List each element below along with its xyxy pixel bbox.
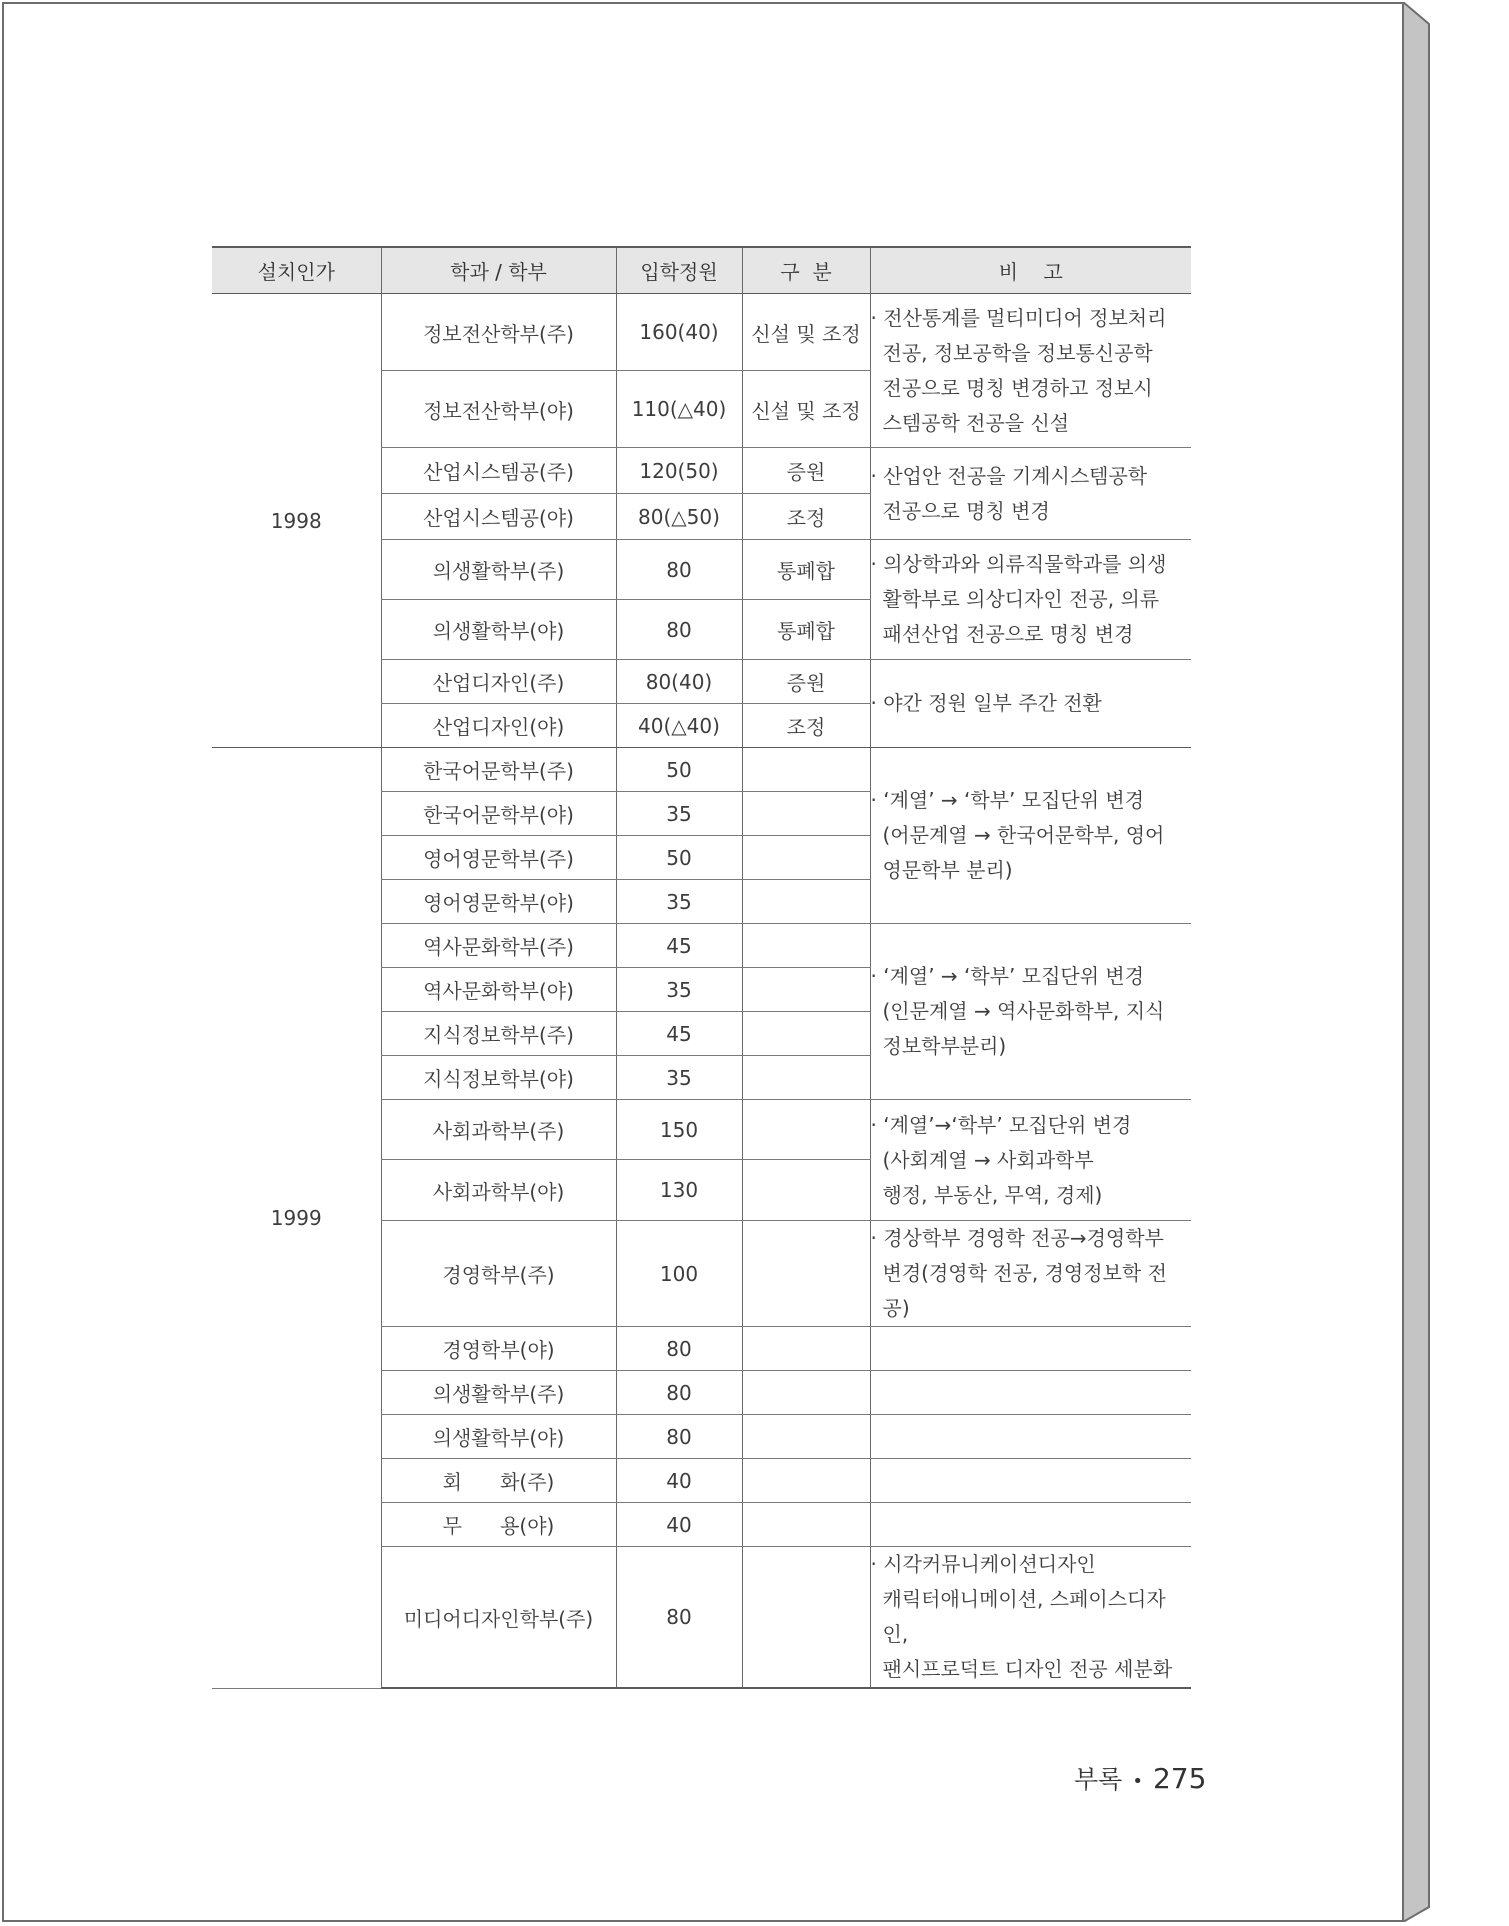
quota-cell: 40: [616, 1459, 742, 1503]
dept-cell: 한국어문학부(야): [381, 792, 616, 836]
note-line: 전공으로 명칭 변경하고 정보시: [882, 375, 1153, 400]
page-number: 275: [1152, 1762, 1207, 1795]
type-cell: [742, 924, 870, 968]
note-line: 팬시프로덕트 디자인 전공 세분화: [882, 1657, 1173, 1681]
page-edge-shadow: [1403, 2, 1431, 1922]
header-type: 구 분: [742, 247, 870, 294]
quota-cell: 80: [616, 1415, 742, 1459]
note-cell: [870, 540, 1191, 660]
quota-cell: 80(△50): [616, 494, 742, 540]
note-cell: [870, 748, 1191, 924]
quota-cell: 50: [616, 836, 742, 880]
note-line: · ‘계열’ → ‘학부’ 모집단위 변경: [883, 783, 1182, 818]
dept-cell: 영어영문학부(주): [381, 836, 616, 880]
type-cell: 증원: [742, 448, 870, 494]
note-cell: [870, 448, 1191, 540]
note-cell: [870, 924, 1191, 1100]
type-cell: 증원: [742, 660, 870, 704]
note-line: 전공, 정보공학을 정보통신공학: [882, 340, 1153, 365]
type-cell: [742, 792, 870, 836]
header-dept: 학과 / 학부: [381, 247, 616, 294]
type-cell: 조정: [742, 494, 870, 540]
note-line: 스템공학 전공을 신설: [882, 410, 1070, 435]
dept-cell: 의생활학부(주): [381, 1371, 616, 1415]
quota-cell: 35: [616, 880, 742, 924]
type-cell: [742, 1459, 870, 1503]
dept-cell: 한국어문학부(주): [381, 748, 616, 792]
note-cell: [870, 1327, 1191, 1371]
dept-cell: 산업디자인(주): [381, 660, 616, 704]
quota-cell: 150: [616, 1100, 742, 1160]
quota-cell: 40(△40): [616, 704, 742, 748]
quota-cell: 35: [616, 792, 742, 836]
note-cell: [870, 1371, 1191, 1415]
note-line: 영문학부 분리): [882, 858, 1013, 882]
type-cell: [742, 1547, 870, 1689]
note-cell: [870, 1503, 1191, 1547]
type-cell: [742, 880, 870, 924]
note-line: · 전산통계를 멀티미디어 정보처리: [883, 301, 1182, 336]
dept-cell: 산업디자인(야): [381, 704, 616, 748]
dept-cell: 지식정보학부(야): [381, 1056, 616, 1100]
note-cell: [870, 1221, 1191, 1327]
table-header-row: [212, 247, 1191, 294]
note-line: (어문계열 → 한국어문학부, 영어: [882, 823, 1165, 847]
dept-cell: 정보전산학부(주): [381, 294, 616, 371]
quota-cell: 130: [616, 1160, 742, 1221]
dept-cell: 회 화(주): [381, 1459, 616, 1503]
admission-quota-table: [212, 246, 1191, 1689]
year-cell: 1998: [212, 294, 381, 748]
note-line: 캐릭터애니메이션, 스페이스디자인,: [882, 1587, 1166, 1646]
quota-cell: 50: [616, 748, 742, 792]
year-cell: 1999: [212, 748, 381, 1689]
note-line: 전공으로 명칭 변경: [882, 498, 1050, 523]
type-cell: [742, 968, 870, 1012]
dept-cell: 미디어디자인학부(주): [381, 1547, 616, 1689]
note-line: 변경(경영학 전공, 경영정보학 전공): [882, 1261, 1167, 1320]
note-cell: [870, 294, 1191, 448]
note-line: · ‘계열’ → ‘학부’ 모집단위 변경: [883, 959, 1182, 994]
type-cell: [742, 1415, 870, 1459]
note-line: · 시각커뮤니케이션디자인: [883, 1547, 1182, 1582]
dept-cell: 의생활학부(주): [381, 540, 616, 600]
type-cell: [742, 1160, 870, 1221]
page-footer: [1074, 1760, 1206, 1796]
note-line: · 산업안 전공을 기계시스템공학: [883, 459, 1182, 494]
type-cell: 통폐합: [742, 540, 870, 600]
note-line: · 야간 정원 일부 주간 전환: [883, 686, 1182, 721]
type-cell: [742, 836, 870, 880]
note-line: 패션산업 전공으로 명칭 변경: [882, 622, 1134, 646]
note-line: · ‘계열’→‘학부’ 모집단위 변경: [883, 1108, 1182, 1143]
quota-cell: 45: [616, 924, 742, 968]
type-cell: [742, 1221, 870, 1327]
type-cell: [742, 1056, 870, 1100]
note-cell: [870, 1100, 1191, 1221]
note-line: 활학부로 의상디자인 전공, 의류: [882, 587, 1160, 611]
type-cell: [742, 1371, 870, 1415]
footer-bullet: •: [1132, 1770, 1143, 1792]
quota-cell: 120(50): [616, 448, 742, 494]
quota-cell: 110(△40): [616, 371, 742, 448]
type-cell: [742, 1100, 870, 1160]
dept-cell: 경영학부(야): [381, 1327, 616, 1371]
quota-cell: 80: [616, 540, 742, 600]
quota-cell: 40: [616, 1503, 742, 1547]
header-year: 설치인가: [212, 247, 381, 294]
dept-cell: 산업시스템공(주): [381, 448, 616, 494]
dept-cell: 영어영문학부(야): [381, 880, 616, 924]
note-line: 행정, 부동산, 무역, 경제): [882, 1182, 1103, 1207]
dept-cell: 사회과학부(야): [381, 1160, 616, 1221]
quota-cell: 80: [616, 600, 742, 660]
type-cell: 신설 및 조정: [742, 294, 870, 371]
note-line: 정보학부분리): [882, 1034, 1007, 1058]
dept-cell: 의생활학부(야): [381, 600, 616, 660]
dept-cell: 무 용(야): [381, 1503, 616, 1547]
note-cell: [870, 1415, 1191, 1459]
quota-cell: 80: [616, 1327, 742, 1371]
quota-cell: 100: [616, 1221, 742, 1327]
type-cell: 신설 및 조정: [742, 371, 870, 448]
type-cell: 조정: [742, 704, 870, 748]
note-cell: [870, 1459, 1191, 1503]
quota-cell: 35: [616, 968, 742, 1012]
type-cell: 통폐합: [742, 600, 870, 660]
dept-cell: 경영학부(주): [381, 1221, 616, 1327]
dept-cell: 역사문화학부(주): [381, 924, 616, 968]
table-row: [212, 294, 1191, 371]
quota-cell: 35: [616, 1056, 742, 1100]
quota-cell: 80: [616, 1547, 742, 1689]
type-cell: [742, 748, 870, 792]
quota-cell: 45: [616, 1012, 742, 1056]
table-row: [212, 748, 1191, 792]
dept-cell: 역사문화학부(야): [381, 968, 616, 1012]
type-cell: [742, 1327, 870, 1371]
quota-cell: 80: [616, 1371, 742, 1415]
quota-cell: 160(40): [616, 294, 742, 371]
dept-cell: 의생활학부(야): [381, 1415, 616, 1459]
dept-cell: 정보전산학부(야): [381, 371, 616, 448]
note-line: · 경상학부 경영학 전공→경영학부: [883, 1221, 1182, 1256]
type-cell: [742, 1503, 870, 1547]
footer-section: 부록: [1074, 1765, 1123, 1794]
note-cell: [870, 660, 1191, 748]
dept-cell: 사회과학부(주): [381, 1100, 616, 1160]
note-cell: [870, 1547, 1191, 1689]
header-note: 비 고: [870, 247, 1191, 294]
quota-cell: 80(40): [616, 660, 742, 704]
dept-cell: 산업시스템공(야): [381, 494, 616, 540]
type-cell: [742, 1012, 870, 1056]
note-line: · 의상학과와 의류직물학과를 의생: [883, 547, 1182, 582]
note-line: (사회계열 → 사회과학부: [882, 1147, 1094, 1172]
note-line: (인문계열 → 역사문화학부, 지식: [882, 999, 1165, 1023]
header-quota: 입학정원: [616, 247, 742, 294]
dept-cell: 지식정보학부(주): [381, 1012, 616, 1056]
